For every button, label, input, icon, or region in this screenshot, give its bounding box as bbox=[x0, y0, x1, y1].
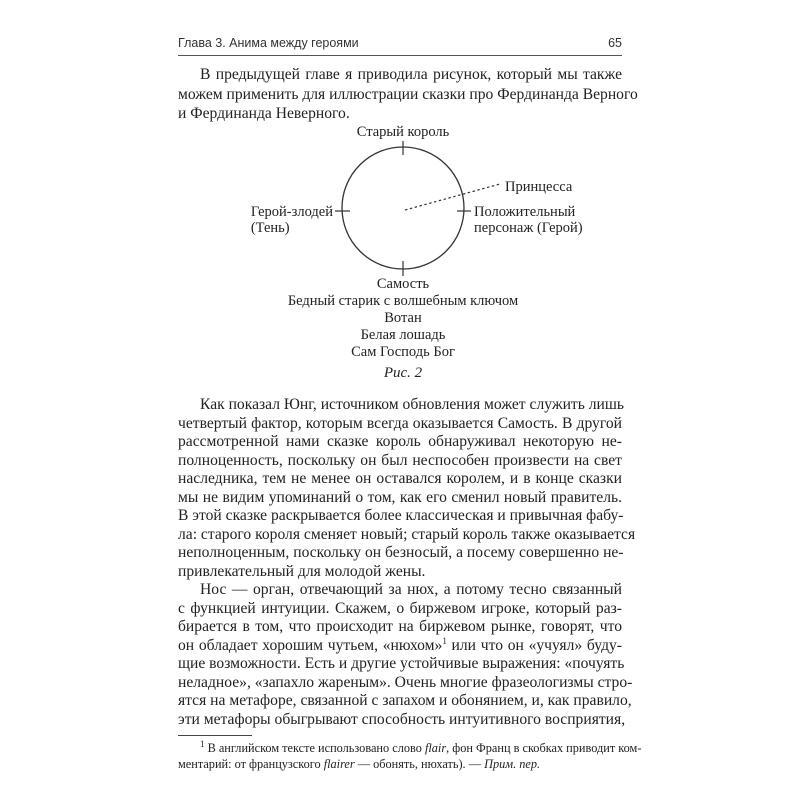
label-line: Герой-злодей bbox=[250, 204, 333, 220]
label-line: Положительный bbox=[474, 204, 576, 220]
translator-note: Прим. пер. bbox=[484, 757, 541, 771]
text-line: мы не видим упоминаний о том, как его сменил новый правитель. bbox=[178, 488, 622, 506]
label-line: персонаж (Герой) bbox=[474, 220, 583, 236]
text-line: ятся на метафоре, связанной с запахом и обонянием, и, как правило, bbox=[178, 692, 632, 709]
text-line: полноценность, поскольку он был неспособен произвести на свет bbox=[178, 451, 622, 469]
text-line: ла: старого короля сменяет новый; старый король также оказывается bbox=[178, 525, 636, 543]
footnote-number: 1 bbox=[200, 738, 205, 749]
text-span: , фон Франц в скобках приводит ком- bbox=[446, 741, 642, 755]
footnote-line bbox=[178, 756, 622, 772]
label-line: (Тень) bbox=[250, 220, 290, 236]
text-line: неладное», «запахло жареным». Очень многие фразеологизмы стро- bbox=[178, 673, 633, 691]
text-line: бирается в том, что происходит на биржевом рынке, говорят, что bbox=[178, 618, 622, 635]
text-line: четвертый фактор, которым всегда оказывается Самость. В другой bbox=[178, 414, 622, 432]
label-line: Белая лошадь bbox=[360, 327, 446, 343]
label-self-list bbox=[250, 276, 556, 361]
footnote bbox=[178, 738, 642, 772]
text-line: наследника, тем не менее он оставался королем, и в конце сказки bbox=[178, 470, 622, 487]
text-line: можем применить для иллюстрации сказки про Фердинанда Верного bbox=[178, 85, 638, 103]
footnote-line bbox=[178, 738, 642, 756]
footnote-ref[interactable]: 1 bbox=[442, 635, 447, 646]
text-line: В предыдущей главе я приводила рисунок, который мы также bbox=[200, 66, 622, 83]
label-line: Сам Господь Бог bbox=[351, 344, 455, 360]
chapter-title: Глава 3. Анима между героями bbox=[178, 36, 359, 50]
text-line: Нос — орган, отвечающий за нюх, а потому тесно связанный bbox=[200, 581, 622, 598]
text-line: щие возможности. Есть и другие устойчивые выражения: «почуять bbox=[178, 655, 625, 672]
label-old-king: Старый король bbox=[356, 124, 450, 140]
label-princess: Принцесса bbox=[505, 179, 573, 195]
figure-caption: Рис. 2 bbox=[383, 365, 423, 381]
text-line: и Фердинанда Неверного. bbox=[178, 105, 350, 123]
text-span: flairer bbox=[323, 757, 355, 771]
text-span: flair bbox=[424, 741, 447, 755]
text-line: В этой сказке раскрывается более классическая и привычная фабу- bbox=[178, 507, 624, 524]
label-line: Самость bbox=[376, 276, 430, 292]
text-line: рассмотренной нами сказке король обнаруживал некоторую не- bbox=[178, 433, 622, 450]
text-line: эти метафоры обыгрывают способность интуитивного восприятия, bbox=[178, 710, 626, 728]
text-span: — обонять, нюхать). — bbox=[354, 757, 485, 771]
text-line: привлекательный для молодой жены. bbox=[178, 562, 426, 580]
text-line: с функцией интуиции. Скажем, о биржевом игроке, который раз- bbox=[178, 599, 622, 617]
text-line: Как показал Юнг, источником обновления может служить лишь bbox=[200, 396, 625, 413]
paragraph-jung bbox=[178, 396, 636, 729]
label-villain bbox=[251, 204, 333, 236]
text-span: В английском тексте использовано слово bbox=[204, 741, 425, 755]
page-number: 65 bbox=[608, 36, 622, 50]
footnote-rule bbox=[178, 735, 252, 736]
text-span: или что он «учуял» буду- bbox=[446, 636, 622, 654]
text-span: ментарий: от французского bbox=[178, 757, 324, 771]
self-circle bbox=[342, 147, 464, 269]
text-line bbox=[178, 637, 622, 656]
label-line: Бедный старик с волшебным ключом bbox=[287, 293, 519, 309]
text-line: неполноценным, поскольку он безносый, а посему совершенно не- bbox=[178, 544, 624, 561]
text-span: он обладает хорошим чутьем, «нюхом» bbox=[178, 636, 443, 654]
label-hero bbox=[474, 204, 583, 236]
label-line: Вотан bbox=[384, 310, 422, 326]
